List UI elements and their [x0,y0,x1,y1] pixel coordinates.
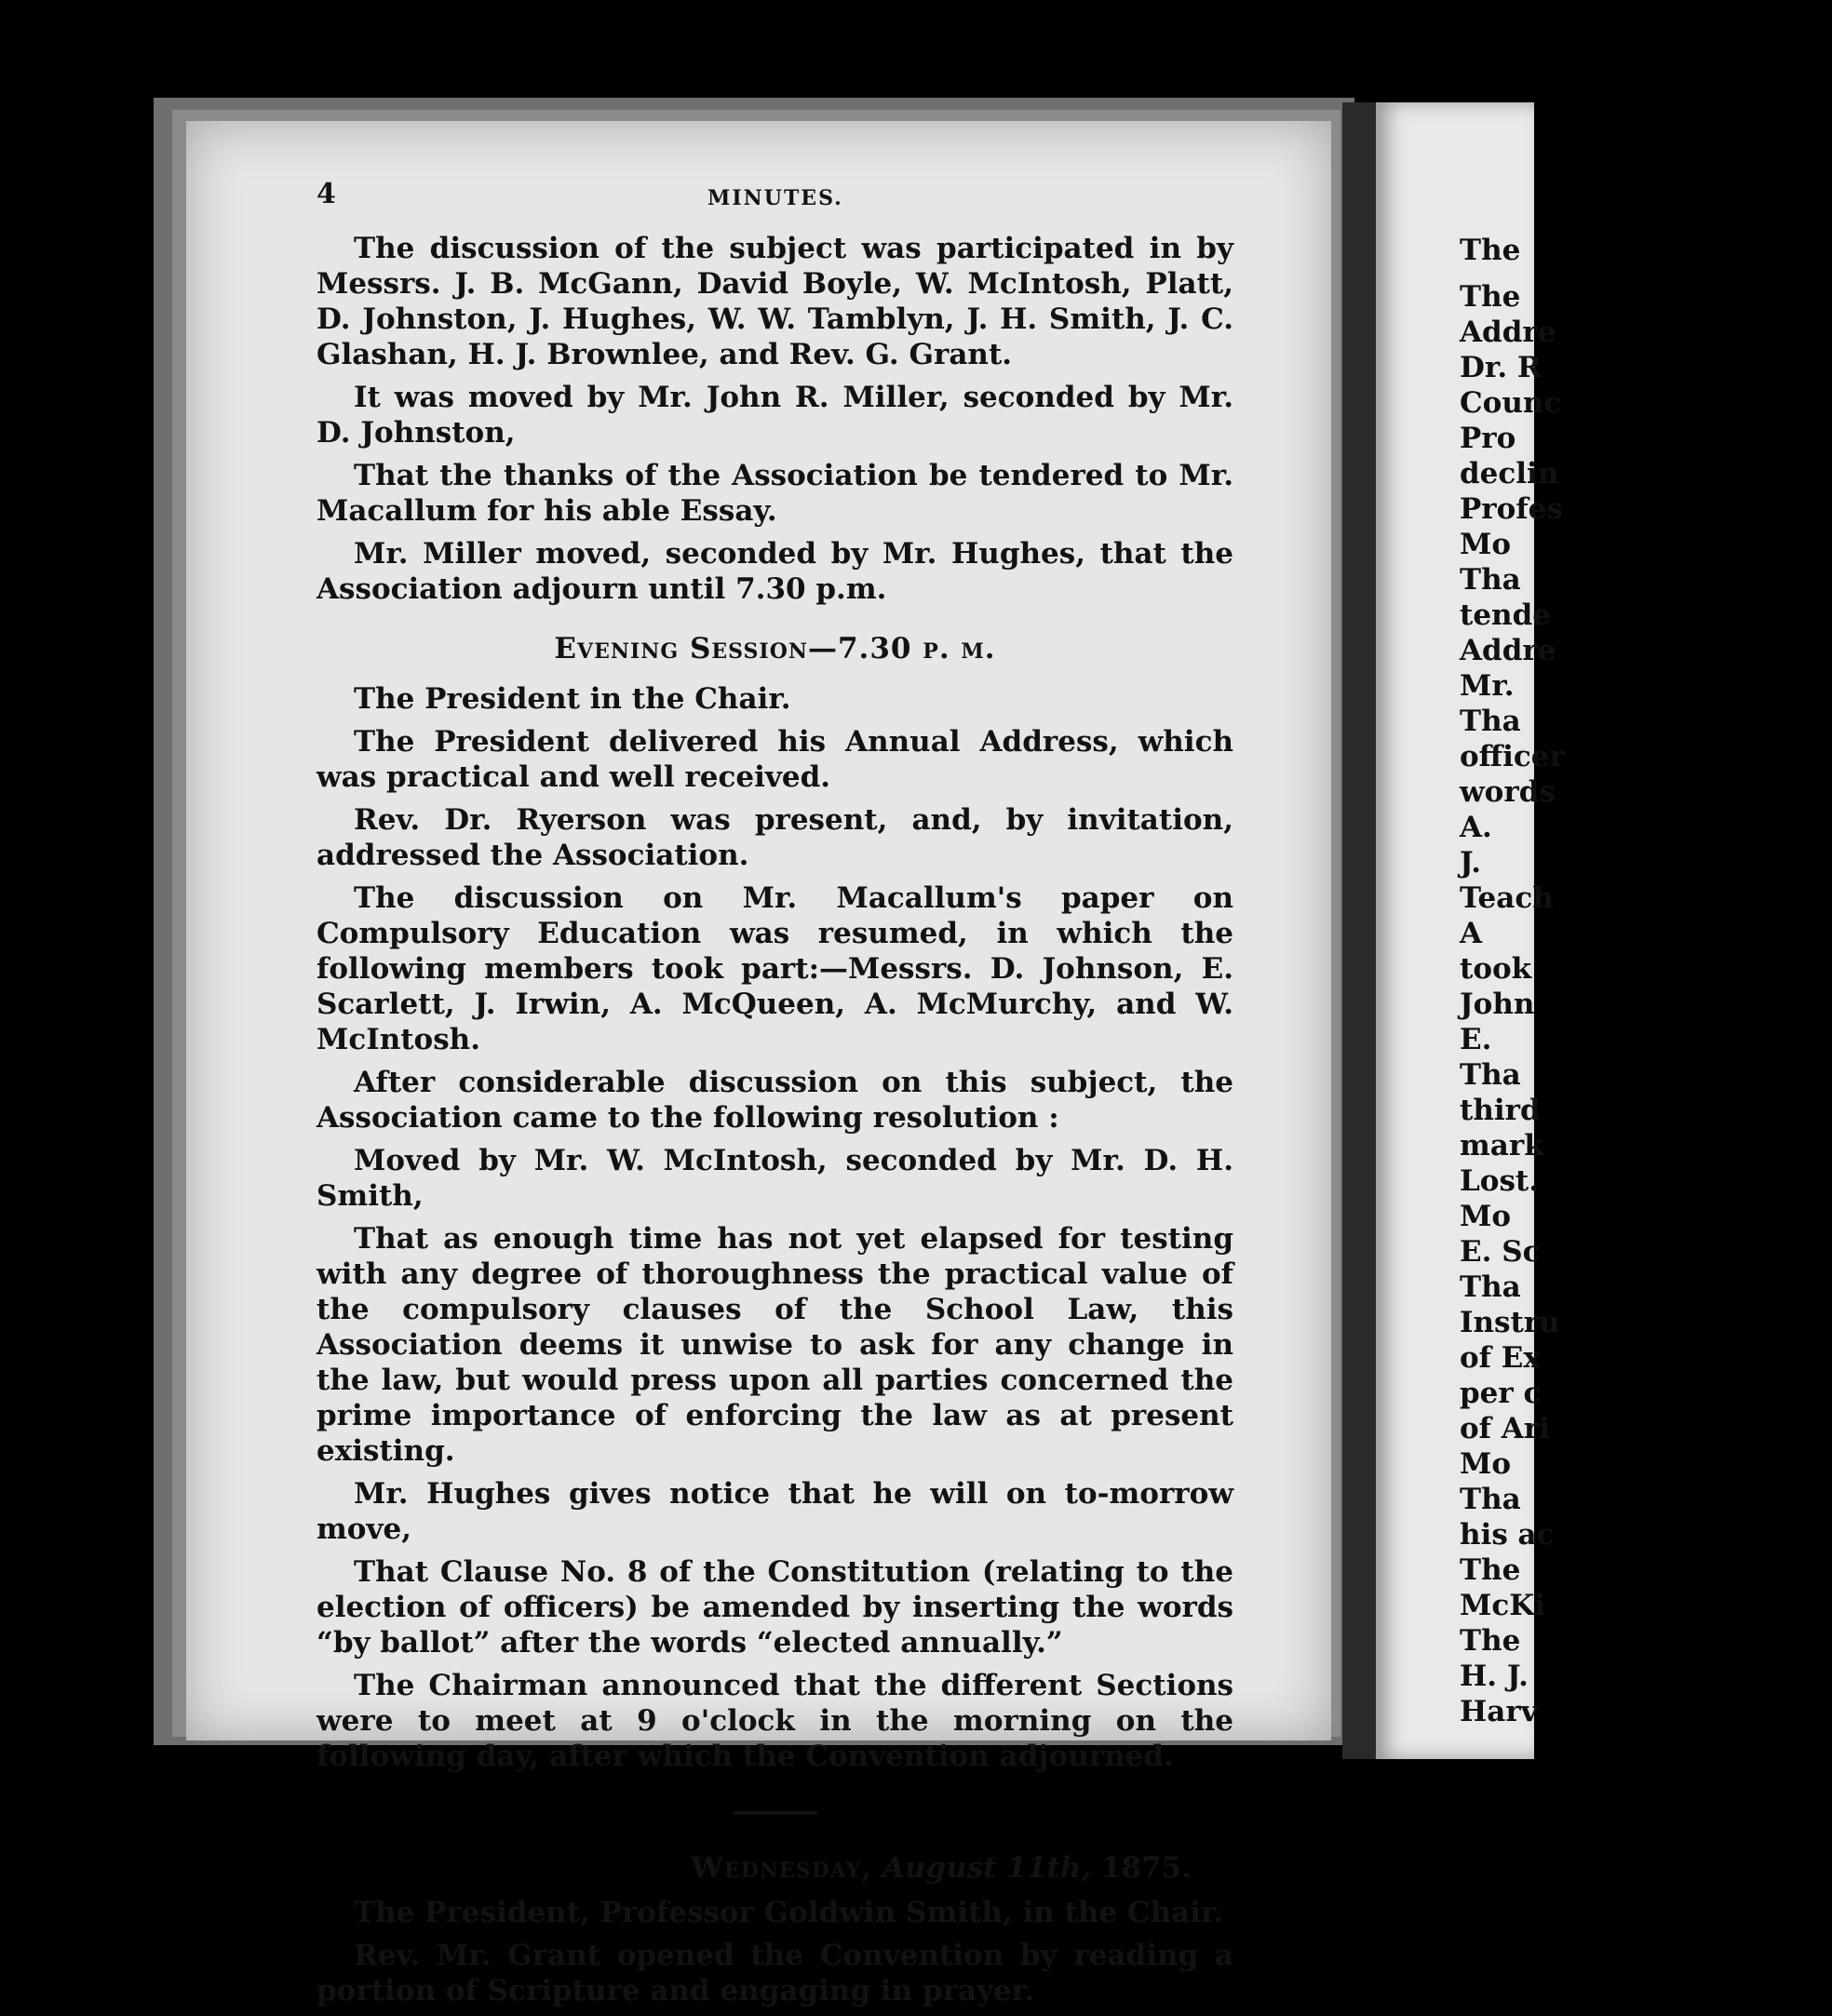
dateline-date: August 11th, [882,1851,1092,1885]
fragment-line: Profes [1460,492,1563,526]
fragment-line: third [1460,1094,1541,1127]
paragraph: The discussion of the subject was participated in by Messrs. J. B. McGann, David Boyle, W. McIntosh, Platt, D. Johnston, J. Hughes, W. W. Tamblyn, J. H. Smith, J. C. Glashan, H. J. Brownlee, and Rev. G. Grant. [317,232,1233,371]
paragraph: That Clause No. 8 of the Constitution (relating to the election of officers) be amended by inserting the words “by ballot” after the words “elected annually.” [317,1555,1233,1660]
fragment-line: words [1460,775,1556,809]
fragment-line: A [1460,917,1483,950]
fragment-line: Tha [1460,563,1521,597]
page-number: 4 [317,178,336,210]
fragment-line: Tha [1460,1058,1521,1092]
right-page-text [1460,233,1832,1729]
dateline-year: 1875. [1100,1851,1192,1885]
fragment-line: McKi [1460,1589,1545,1622]
fragment-line: H. J. [1460,1660,1529,1693]
fragment-line: Dr. R [1460,351,1542,384]
paragraph: The discussion on Mr. Macallum's paper on Compulsory Education was resumed, in which the following members took part:—Messrs. D. Johnson, E. Scarlett, J. Irwin, A. McQueen, A. McMurchy, and W. McIntosh. [317,881,1233,1056]
right-page-edge [1376,102,1565,1759]
paragraph: Rev. Mr. Grant opened the Convention by reading a portion of Scripture and engaging in prayer. [317,1939,1233,2008]
running-head: MINUTES. [707,186,843,210]
fragment-line: J. [1460,846,1482,880]
paragraph: Mr. Miller moved, seconded by Mr. Hughes, that the Association adjourn until 7.30 p.m. [317,537,1233,606]
paragraph: Moved by Mr. W. McIntosh, seconded by Mr. D. H. Smith, [317,1144,1233,1213]
fragment-line: E. [1460,1023,1492,1056]
fragment-line: Pro [1460,422,1516,455]
fragment-line: tende [1460,598,1551,632]
paragraph: Rev. Dr. Ryerson was present, and, by invitation, addressed the Association. [317,803,1233,872]
fragment-line: Lost. [1460,1164,1540,1198]
fragment-line: The [1460,280,1521,314]
fragment-line: John [1460,988,1535,1021]
fragment-line: The [1460,1624,1521,1658]
fragment-line: of Ari [1460,1412,1550,1445]
paragraph: The President in the Chair. [354,682,791,716]
paragraph: Mr. Hughes gives notice that he will on to-morrow move, [317,1477,1233,1546]
fragment-line: Teach [1460,881,1554,915]
dateline [317,1850,1233,1886]
paragraph: That as enough time has not yet elapsed for testing with any degree of thoroughness the practical value of the compulsory clauses of the School Law, this Association deems it unwise to ask for any change in the law, but would press upon all parties concerned the prime importance of enforcing the law as at present existing. [317,1222,1233,1468]
paragraph: After considerable discussion on this subject, the Association came to the following resolution : [317,1066,1233,1135]
page-body [317,231,1233,2016]
fragment-line: Mr. [1460,669,1515,703]
fragment-line: mark [1460,1129,1544,1163]
page-header [317,177,1247,218]
fragment-line: Tha [1460,1270,1521,1304]
fragment-line: Instru [1460,1306,1560,1339]
fragment-line: Mo [1460,1200,1511,1233]
fragment-line: Tha [1460,1483,1521,1516]
paragraph: That the thanks of the Association be tendered to Mr. Macallum for his able Essay. [317,459,1233,528]
fragment-line: Mo [1460,1447,1511,1481]
paragraph: It was moved by Mr. John R. Miller, seconded by Mr. D. Johnston, [317,381,1233,450]
fragment-line: Mo [1460,528,1511,561]
paragraph: The Chairman announced that the different Sections were to meet at 9 o'clock in the morning on the following day, after which the Convention adjourned. [317,1669,1233,1773]
fragment-line: Harv [1460,1695,1538,1728]
fragment-line: his ac [1460,1518,1555,1552]
fragment-line: Counc [1460,386,1562,420]
fragment-line: per c [1460,1377,1542,1410]
fragment-line: The [1460,234,1521,267]
fragment-line: A. [1460,811,1492,844]
fragment-line: took [1460,952,1532,986]
fragment-line: officer [1460,740,1565,773]
book-gutter [1342,102,1376,1759]
paragraph: The President, Professor Goldwin Smith, in the Chair. [354,1896,1224,1929]
left-page [186,121,1331,2008]
fragment-line: of Ex [1460,1341,1541,1375]
fragment-line: The [1460,1553,1521,1587]
dateline-day: Wednesday, [691,1851,873,1885]
fragment-line: Addre [1460,316,1556,349]
paragraph: The President delivered his Annual Address, which was practical and well received. [317,725,1233,794]
evening-session-heading: Evening Session—7.30 p. m. [554,632,996,665]
fragment-line: declin [1460,457,1559,491]
fragment-line: E. Sc [1460,1235,1541,1269]
section-divider [734,1811,817,1815]
fragment-line: Tha [1460,705,1521,738]
fragment-line: Addre [1460,634,1556,667]
